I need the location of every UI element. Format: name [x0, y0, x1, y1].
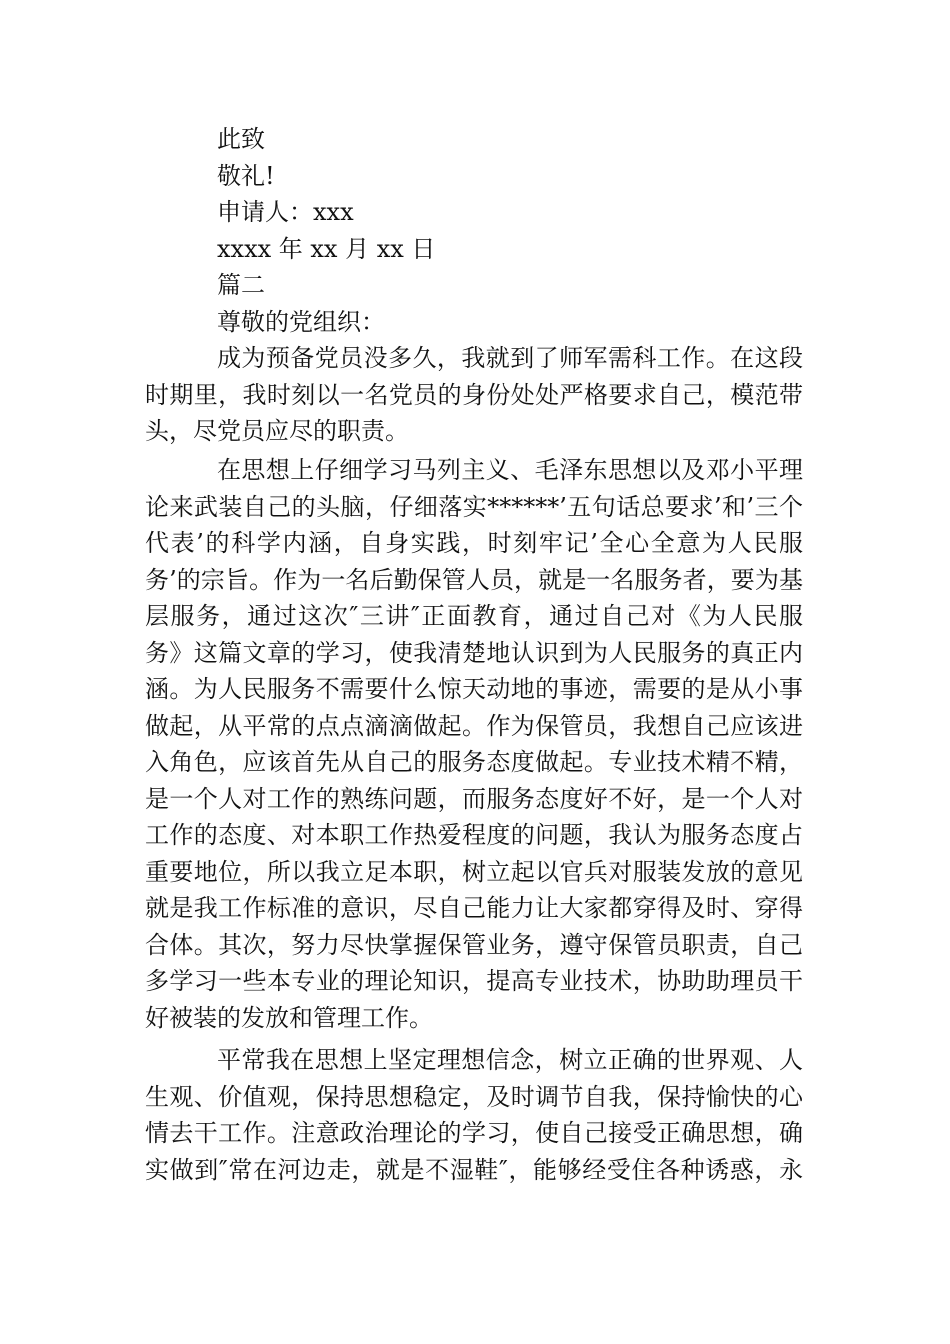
paragraph-line: 层服务，通过这次″三讲″正面教育，通过自己对《为人民服 [145, 602, 803, 630]
closing-jing-li: 敬礼! [217, 162, 275, 190]
paragraph-line: 论来武装自己的头脑，仔细落实******’五句话总要求’和’三个 [145, 493, 803, 521]
paragraph-line: 入角色，应该首先从自己的服务态度做起。专业技术精不精， [145, 748, 803, 776]
paragraph-line: 工作的态度、对本职工作热爱程度的问题，我认为服务态度占 [145, 821, 803, 849]
paragraph-line: 多学习一些本专业的理论知识，提高专业技术，协助助理员干 [145, 967, 803, 995]
salutation: 尊敬的党组织： [217, 308, 385, 336]
paragraph-line: 平常我在思想上坚定理想信念，树立正确的世界观、人 [217, 1046, 803, 1074]
paragraph-line: 生观、价值观，保持思想稳定，及时调节自我，保持愉快的心 [145, 1083, 803, 1111]
paragraph-line: 务》这篇文章的学习，使我清楚地认识到为人民服务的真正内 [145, 639, 803, 667]
paragraph-line: 成为预备党员没多久，我就到了师军需科工作。在这段 [217, 344, 803, 372]
paragraph-line: 合体。其次，努力尽快掌握保管业务，遵守保管员职责，自己 [145, 931, 803, 959]
paragraph-line: 好被装的发放和管理工作。 [145, 1004, 433, 1032]
paragraph-line: 涵。为人民服务不需要什么惊天动地的事迹，需要的是从小事 [145, 675, 803, 703]
date-line: xxxx 年 xx 月 xx 日 [217, 235, 436, 263]
paragraph-line: 代表’的科学内涵，自身实践，时刻牢记’全心全意为人民服 [145, 529, 803, 557]
applicant-line: 申请人：xxx [217, 198, 354, 226]
paragraph-line: 实做到″常在河边走，就是不湿鞋″，能够经受住各种诱惑，永 [145, 1156, 803, 1184]
paragraph-line: 重要地位，所以我立足本职，树立起以官兵对服装发放的意见 [145, 858, 803, 886]
paragraph-line: 务’的宗旨。作为一名后勤保管人员，就是一名服务者，要为基 [145, 566, 803, 594]
paragraph-line: 在思想上仔细学习马列主义、毛泽东思想以及邓小平理 [217, 456, 803, 484]
closing-ci-zhi: 此致 [217, 125, 265, 153]
paragraph-line: 情去干工作。注意政治理论的学习，使自己接受正确思想，确 [145, 1119, 803, 1147]
paragraph-line: 时期里，我时刻以一名党员的身份处处严格要求自己，模范带 [145, 381, 803, 409]
section-title: 篇二 [217, 271, 265, 299]
paragraph-line: 就是我工作标准的意识，尽自己能力让大家都穿得及时、穿得 [145, 894, 803, 922]
paragraph-line: 是一个人对工作的熟练问题，而服务态度好不好，是一个人对 [145, 785, 803, 813]
paragraph-line: 头，尽党员应尽的职责。 [145, 417, 409, 445]
paragraph-line: 做起，从平常的点点滴滴做起。作为保管员，我想自己应该进 [145, 712, 803, 740]
